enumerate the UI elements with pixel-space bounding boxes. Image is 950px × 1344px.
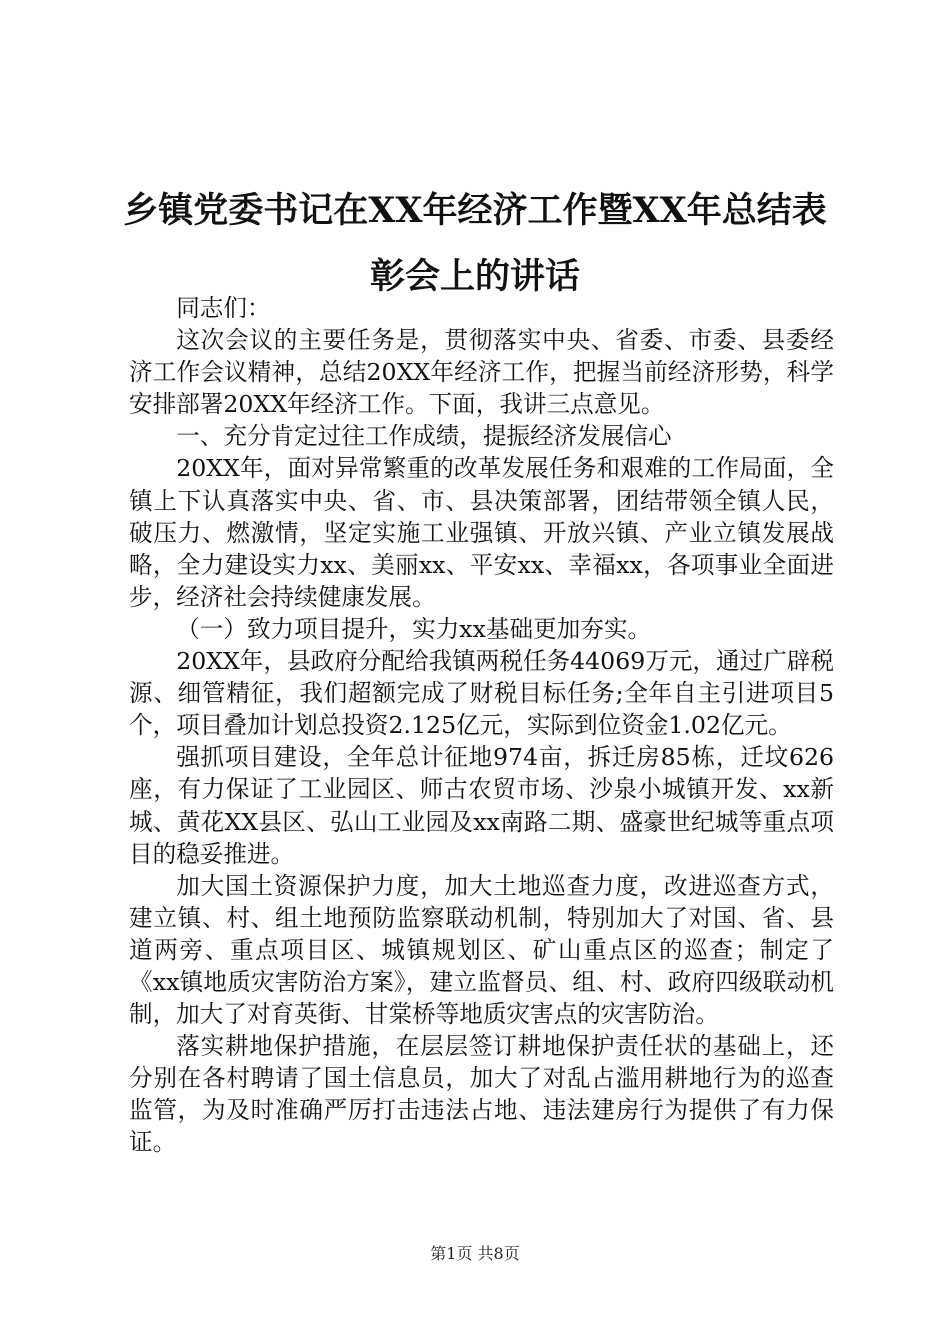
subsection-heading-1: （一）致力项目提升，实力xx基础更加夯实。 [176,614,652,643]
paragraph-salutation: 同志们： [176,294,271,322]
page-number-footer: 第1页 共8页 [430,1244,520,1263]
paragraph: 20XX年，县政府分配给我镇两税任务44069万元，通过广辟税源、细管精征，我们超额完成了财税目标任务;全年自主引进项目5个，项目叠加计划总投资2.125亿元，实际到位资金1.02亿元。 [129,647,834,740]
paragraph: 20XX年，面对异常繁重的改革发展任务和艰难的工作局面，全镇上下认真落实中央、省、市、县决策部署，团结带领全镇人民，破压力、燃激情，坚定实施工业强镇、开放兴镇、产业立镇发展战略，全力建设实力xx、美丽xx、平安xx、幸福xx，各项事业全面进步，经济社会持续健康发展。 [129,454,834,611]
document-body [129,292,834,1159]
paragraph: 加大国土资源保护力度，加大土地巡查力度，改进巡查方式，建立镇、村、组土地预防监察联动机制，特别加大了对国、省、县道两旁、重点项目区、城镇规划区、矿山重点区的巡查；制定了《xx镇地质灾害防治方案》，建立监督员、组、村、政府四级联动机制，加大了对育英街、甘棠桥等地质灾害点的灾害防治。 [129,871,834,1029]
paragraph: 落实耕地保护措施，在层层签订耕地保护责任状的基础上，还分别在各村聘请了国土信息员，加大了对乱占滥用耕地行为的巡查监管，为及时准确严厉打击违法占地、违法建房行为提供了有力保证。 [129,1032,834,1157]
section-heading-1: 一、充分肯定过往工作成绩，提振经济发展信心 [176,422,672,451]
document-title: 乡镇党委书记在XX年经济工作暨XX年总结表彰会上的讲话 [123,190,827,297]
paragraph-intro: 这次会议的主要任务是，贯彻落实中央、省委、市委、县委经济工作会议精神，总结20XX年经济工作，把握当前经济形势，科学安排部署20XX年经济工作。下面，我讲三点意见。 [129,326,834,419]
paragraph: 强抓项目建设，全年总计征地974亩，拆迁房85栋，迁坟626座，有力保证了工业园区、师古农贸市场、沙泉小城镇开发、xx新城、黄花XX县区、弘山工业园及xx南路二期、盛豪世纪城等重点项目的稳妥推进。 [129,743,834,868]
